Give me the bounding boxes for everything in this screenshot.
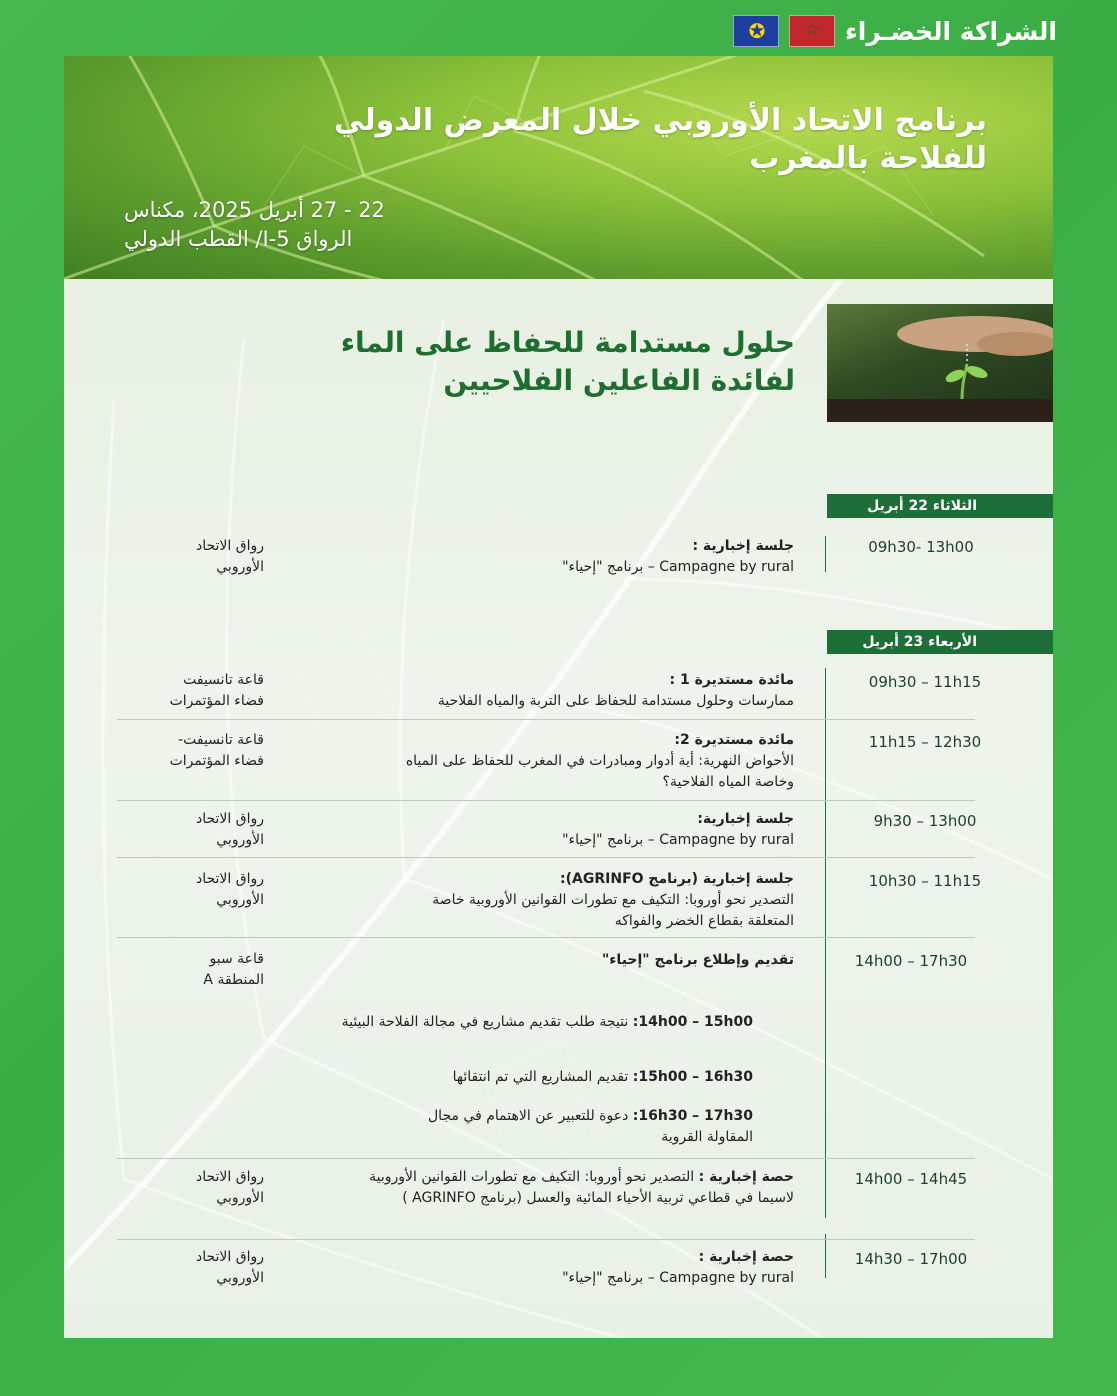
location-line: الأوروبي [216, 1270, 264, 1286]
session-time: 09h30 – 11h15 [868, 673, 982, 691]
session-description: التصدير نحو أوروبا: التكيف مع تطورات القوانين الأوروبية [369, 1169, 695, 1185]
sub-session [193, 1012, 753, 1033]
day-timeline-line [825, 536, 826, 572]
event-meta [124, 196, 544, 254]
header-banner [64, 56, 1053, 279]
day-header-wednesday: الأربعاء 23 أبريل [827, 630, 1053, 654]
sub-session [193, 1067, 753, 1088]
session-title: مائدة مستديرة 1 : [669, 672, 794, 688]
session-title: مائدة مستديرة 2: [674, 732, 794, 748]
row-divider [117, 857, 975, 858]
row-divider [117, 1158, 975, 1159]
page-title [187, 102, 987, 178]
session-title: تقديم وإطلاع برنامج "إحياء" [601, 952, 794, 968]
session-details [274, 536, 794, 578]
sub-session-text: نتيجة طلب تقديم مشاريع في مجالة الفلاحة البيئية [341, 1014, 633, 1030]
location-line: رواق الاتحاد [195, 538, 264, 554]
session-description: المتعلقة بقطاع الخضر والفواكه [614, 913, 794, 929]
sub-session-time: 15h00 – 16h30: [632, 1069, 753, 1085]
sub-session-time: 14h00 – 15h00: [632, 1014, 753, 1030]
session-location [164, 869, 264, 911]
session-location [164, 730, 264, 772]
session-time: 14h00 – 14h45 [854, 1170, 968, 1188]
sub-session-text: المقاولة القروية [661, 1129, 753, 1145]
session-details [274, 809, 794, 851]
session-title: جلسة إخبارية (برنامج AGRINFO): [560, 871, 794, 887]
location-line: قاعة تانسيفت- [178, 732, 264, 748]
session-details [274, 1247, 794, 1289]
day-timeline-line [825, 668, 826, 1218]
location-line: الأوروبي [216, 832, 264, 848]
session-time: 09h30- 13h00 [868, 538, 974, 556]
session-location [164, 1167, 264, 1209]
session-time: 9h30 – 13h00 [873, 812, 977, 830]
session-description: التصدير نحو أوروبا: التكيف مع تطورات القوانين الأوروبية خاصة [432, 892, 794, 908]
session-time: 10h30 – 11h15 [868, 872, 982, 890]
brand-header [733, 12, 1057, 50]
program-card [64, 56, 1053, 1338]
session-time: 11h15 – 12h30 [868, 733, 982, 751]
day-header-tuesday: الثلاثاء 22 أبريل [827, 494, 1053, 518]
session-location [164, 809, 264, 851]
location-line: رواق الاتحاد [195, 811, 264, 827]
location-line: الأوروبي [216, 1190, 264, 1206]
sub-session-text: تقديم المشاريع التي تم انتقائها [452, 1069, 633, 1085]
location-line: المنطقة A [203, 972, 264, 988]
seedling-hand-image [827, 304, 1053, 422]
topic-title-line-2: لفائدة الفاعلين الفلاحيين [443, 364, 795, 397]
session-time: 14h00 – 17h30 [854, 952, 968, 970]
sub-session-text: دعوة للتعبير عن الاهتمام في مجال [428, 1108, 633, 1124]
session-details [274, 950, 794, 971]
session-title: حصة إخبارية : [698, 1249, 794, 1265]
seedling-photo [827, 304, 1053, 422]
session-location [164, 670, 264, 712]
session-time: 14h30 – 17h00 [854, 1250, 968, 1268]
session-description: وخاصة المياه الفلاحية؟ [662, 774, 794, 790]
row-divider [117, 1239, 975, 1240]
location-line: رواق الاتحاد [195, 1249, 264, 1265]
location-line: الأوروبي [216, 892, 264, 908]
session-description: Campagne by rural – برنامج "إحياء" [562, 832, 794, 848]
session-details [274, 730, 794, 793]
day-timeline-line [825, 1234, 826, 1278]
session-description: Campagne by rural – برنامج "إحياء" [562, 1270, 794, 1286]
session-details [274, 869, 794, 932]
session-location [164, 1247, 264, 1289]
brand-title: الشراكة الخضـراء [845, 16, 1057, 46]
page-title-line-2: للفلاحة بالمغرب [749, 141, 987, 176]
event-venue: الرواق 5-I/ القطب الدولي [124, 227, 353, 251]
location-line: فضاء المؤتمرات [169, 753, 264, 769]
row-divider [117, 800, 975, 801]
location-line: الأوروبي [216, 559, 264, 575]
session-details [274, 670, 794, 712]
sub-session-time: 16h30 – 17h30: [632, 1108, 753, 1124]
morocco-flag-icon: ☆ [789, 15, 835, 47]
sub-session [193, 1106, 753, 1148]
session-description: الأحواض النهرية: أية أدوار ومبادرات في المغرب للحفاظ على المياه [405, 753, 794, 769]
location-line: فضاء المؤتمرات [169, 693, 264, 709]
session-title: جلسة إخبارية : [692, 538, 794, 554]
session-title: حصة إخبارية : [698, 1169, 794, 1185]
session-description: ممارسات وحلول مستدامة للحفاظ على التربة والمياه الفلاحية [437, 693, 794, 709]
session-description: Campagne by rural – برنامج "إحياء" [562, 559, 794, 575]
eu-flag-icon: ✪ [733, 15, 779, 47]
page-title-line-1: برنامج الاتحاد الأوروبي خلال المعرض الدولي [333, 103, 987, 138]
session-details [274, 1167, 794, 1209]
session-title: جلسة إخبارية: [697, 811, 794, 827]
topic-title-line-1: حلول مستدامة للحفاظ على الماء [340, 326, 795, 359]
session-description: لاسيما في قطاعي تربية الأحياء المائية والعسل (برنامج AGRINFO ) [402, 1190, 794, 1206]
session-location [164, 536, 264, 578]
location-line: قاعة سبو [209, 951, 264, 967]
event-date: 22 - 27 أبريل 2025، مكناس [124, 198, 385, 222]
row-divider [117, 937, 975, 938]
topic-title [235, 324, 795, 400]
location-line: رواق الاتحاد [195, 871, 264, 887]
location-line: رواق الاتحاد [195, 1169, 264, 1185]
location-line: قاعة تانسيفت [183, 672, 264, 688]
row-divider [117, 719, 975, 720]
session-location [164, 949, 264, 991]
